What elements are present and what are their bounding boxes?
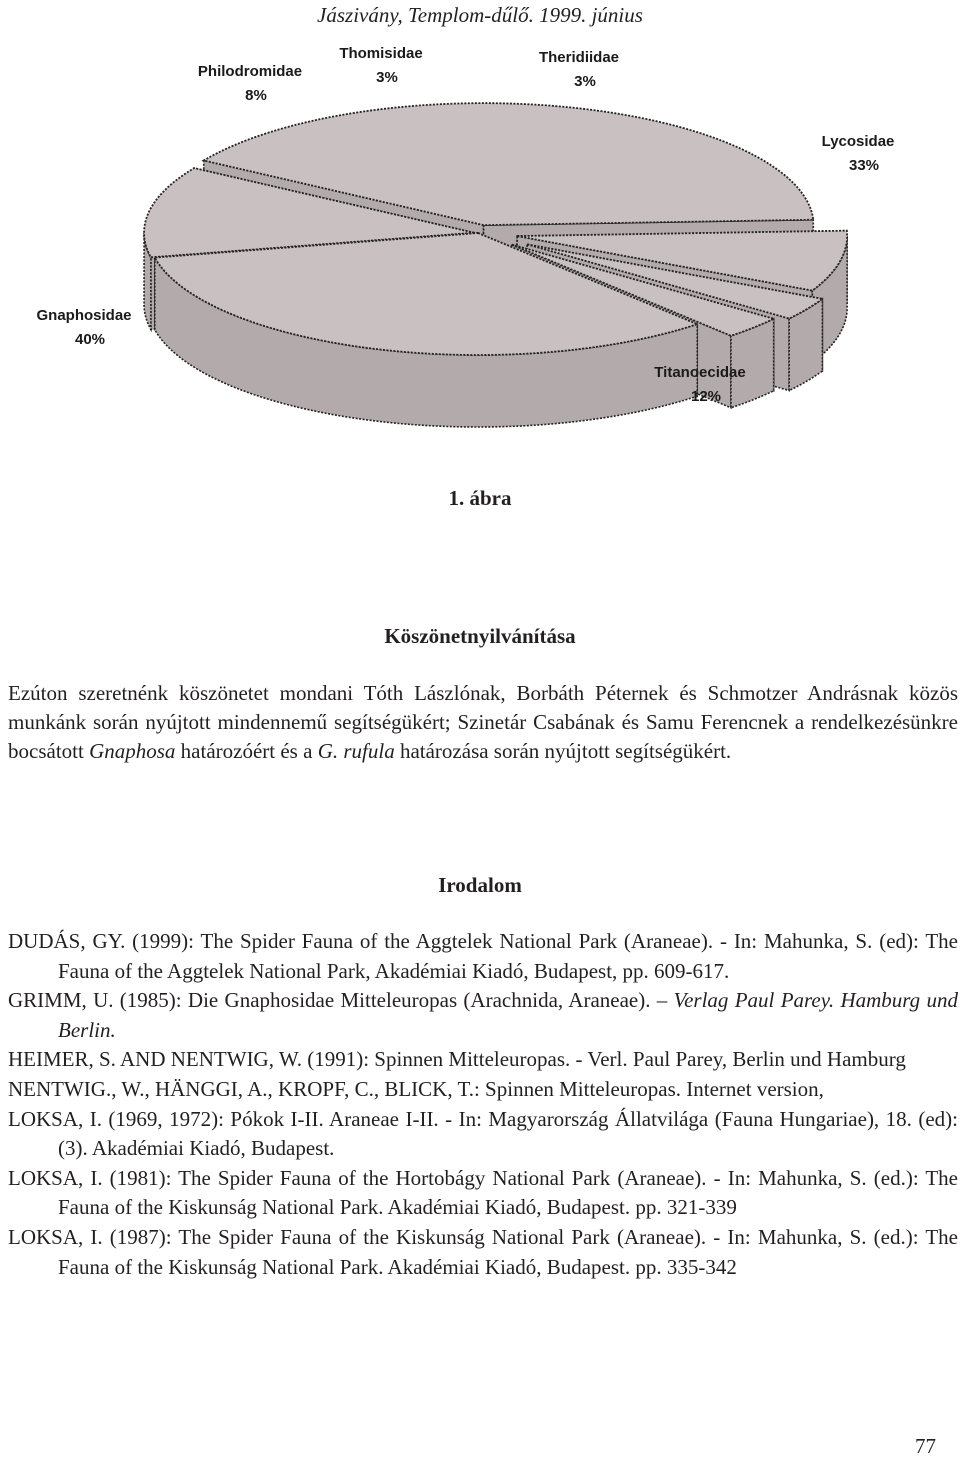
- ack-text-2: határozóért és a: [175, 739, 318, 763]
- reference-item: [8, 1223, 958, 1282]
- slice-value-label: 33%: [848, 157, 880, 174]
- reference-text: LOKSA, I. (1987): The Spider Fauna of the Kiskunság National Park (Araneae). - In: Mahunka, S. (ed.): The Fauna of the Kiskunság National Park. Akadémiai Kiadó, Budapest. pp. 335-342: [8, 1224, 958, 1279]
- page-number: 77: [915, 1434, 936, 1458]
- slice-value-label: 12%: [690, 388, 722, 405]
- ack-text-1: Ezúton szeretnénk köszönetet mondani Tóth Lászlónak, Borbáth Péternek és Schmotzer Andrásnak közös munkánk során nyújtott mindennemű segítségükért; Szinetár Csabának és Samu Ferencnek a rendelkezésünkre bocsátott: [8, 681, 958, 763]
- reference-item: [8, 1075, 958, 1105]
- ack-text-3: határozása során nyújtott segítségükért.: [394, 739, 732, 763]
- reference-item: [8, 927, 958, 986]
- reference-text: HEIMER, S. AND NENTWIG, W. (1991): Spinnen Mitteleuropas. - Verl. Paul Parey, Berlin und Hamburg: [8, 1047, 906, 1072]
- slice-label: Titanoecidae: [654, 364, 746, 381]
- reference-list: [8, 927, 958, 1282]
- slice-value-label: 8%: [245, 87, 267, 104]
- reference-item: [8, 1045, 958, 1075]
- figure-caption: 1. ábra: [448, 486, 512, 510]
- reference-italic: Verlag Paul Parey. Hamburg und Berlin.: [58, 988, 958, 1042]
- reference-item: [8, 1105, 958, 1164]
- slice-label: Theridiidae: [538, 49, 620, 66]
- ack-species-name: G. rufula: [317, 739, 395, 763]
- slice-label: Thomisidae: [339, 45, 423, 62]
- reference-text: LOKSA, I. (1969, 1972): Pókok I-II. Araneae I-II. - In: Magyarország Állatvilága (Fauna Hungariae), 18. (ed): (3). Akadémiai Kiadó, Budapest.: [8, 1106, 958, 1161]
- reference-item: [8, 1164, 958, 1223]
- reference-text: DUDÁS, GY. (1999): The Spider Fauna of the Aggtelek National Park (Araneae). - In: Mahunka, S. (ed): The Fauna of the Aggtelek National Park, Akadémiai Kiadó, Budapest, pp. 609-617.: [8, 929, 958, 983]
- acknowledgement-title: Köszönetnyilvánítása: [384, 624, 576, 648]
- slice-value-label: 3%: [574, 73, 596, 90]
- references-title: Irodalom: [438, 873, 522, 897]
- slice-label: Lycosidae: [821, 133, 895, 150]
- chart-title: Jászivány, Templom-dűlő. 1999. június: [317, 3, 643, 27]
- reference-text: NENTWIG., W., HÄNGGI, A., KROPF, C., BLICK, T.: Spinnen Mitteleuropas. Internet version,: [8, 1076, 824, 1101]
- slice-value-label: 40%: [74, 331, 106, 348]
- reference-item: [8, 986, 958, 1045]
- reference-text: LOKSA, I. (1981): The Spider Fauna of the Hortobágy National Park (Araneae). - In: Mahunka, S. (ed.): The Fauna of the Kiskunság National Park. Akadémiai Kiadó, Budapest. pp. 321-339: [8, 1165, 958, 1220]
- pie-chart: [0, 40, 960, 480]
- slice-value-label: 3%: [376, 69, 398, 86]
- slice-label: Philodromidae: [197, 63, 303, 80]
- acknowledgement-paragraph: [8, 679, 958, 766]
- reference-text: GRIMM, U. (1985): Die Gnaphosidae Mitteleuropas (Arachnida, Araneae). –: [8, 988, 674, 1013]
- slice-label: Gnaphosidae: [36, 307, 132, 324]
- ack-genus-name: Gnaphosa: [89, 739, 176, 763]
